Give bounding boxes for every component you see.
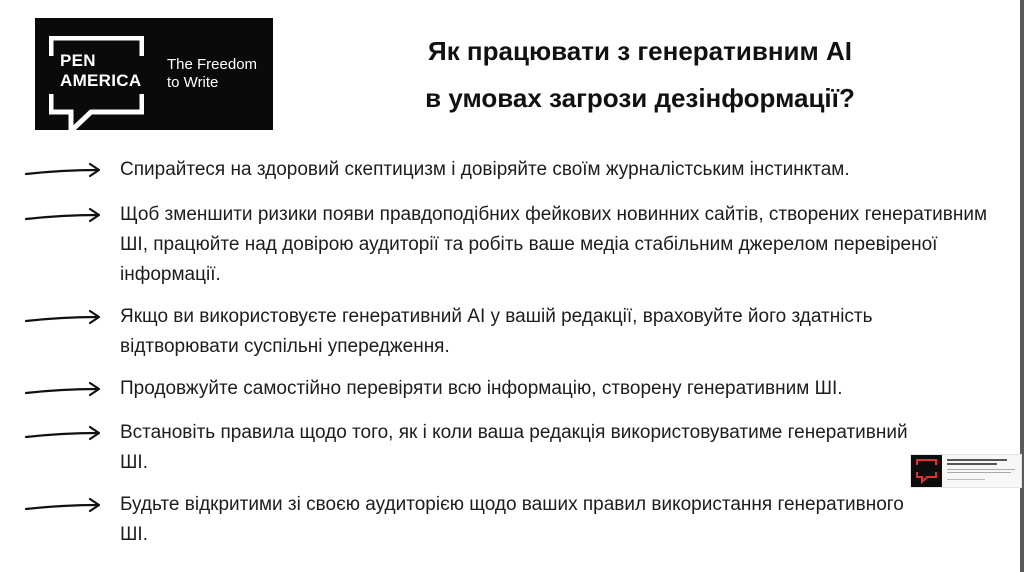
hand-drawn-arrow-icon [24,155,104,185]
logo-tagline-line1: The Freedom [167,56,258,73]
hand-drawn-arrow-icon [24,302,104,332]
hand-drawn-arrow-icon [24,200,104,230]
tip-text: Встановіть правила щодо того, як і коли ваша редакція використовуватиме генеративний ШІ. [120,422,908,473]
tip-text: Продовжуйте самостійно перевіряти всю інформацію, створену генеративним ШІ. [120,378,843,399]
tip-text: Щоб зменшити ризики появи правдоподібних фейкових новинних сайтів, створених генеративним ШІ, працюйте над довірою аудиторії та робіть ваше медіа стабільним джерелом перевіреної інформації. [120,204,988,285]
tip-text: Якщо ви використовуєте генеративний AI у вашій редакції, враховуйте його здатність відтворювати суспільні упередження. [120,306,873,357]
tip-text: Будьте відкритими зі своєю аудиторією щодо ваших правил використання генеративного ШІ. [120,494,904,545]
hand-drawn-arrow-icon [24,418,104,448]
logo-tagline-line2: to Write [167,74,219,91]
logo-text-america: AMERICA [60,71,142,90]
tip-text: Спирайтеся на здоровий скептицизм і довіряйте своїм журналістським інстинктам. [120,159,850,180]
hand-drawn-arrow-icon [24,374,104,404]
speech-bubble-icon [911,455,942,487]
slide-title-line1: Як працювати з генеративним AI [428,36,852,66]
logo-text-pen: PEN [60,51,96,70]
pen-america-logo [35,18,273,130]
hand-drawn-arrow-icon [24,490,104,520]
slide-title-line2: в умовах загрози дезінформації? [425,83,855,113]
source-article-thumbnail [910,454,1022,488]
